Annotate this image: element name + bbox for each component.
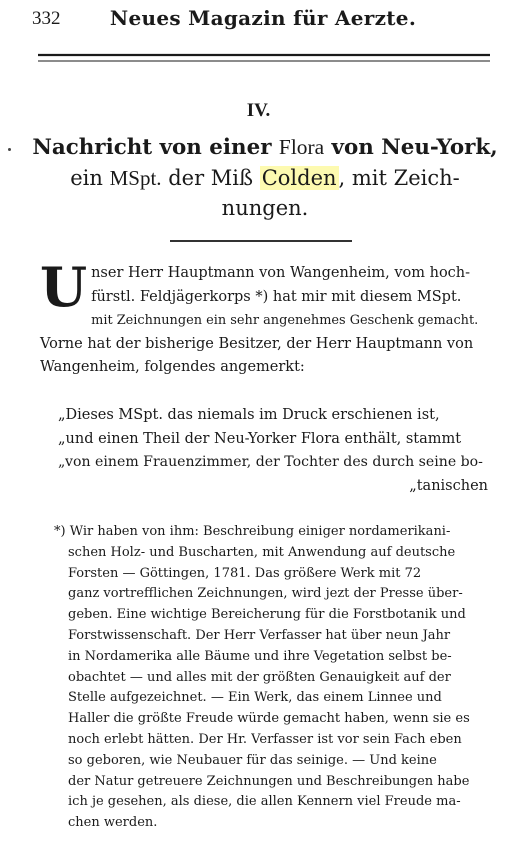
body-line: Vorne hat der bisherige Besitzer, der Herr Hauptmann von bbox=[40, 335, 474, 352]
quote-line: „Dieses MSpt. das niemals im Druck erschienen ist, bbox=[58, 407, 440, 423]
page-header bbox=[28, 4, 498, 34]
footnote-line: noch erlebt hätten. Der Hr. Verfasser ist vor sein Fach eben bbox=[68, 731, 462, 747]
title-text: von Neu-York, bbox=[324, 135, 498, 160]
title-text: , mit Zeich- bbox=[338, 166, 460, 190]
body-line: mit Zeichnungen ein sehr angenehmes Geschenk gemacht. bbox=[91, 313, 479, 328]
footnote bbox=[54, 522, 488, 834]
highlighted-word[interactable]: Colden bbox=[261, 166, 337, 190]
body-line: Wangenheim, folgendes angemerkt: bbox=[40, 359, 305, 375]
footnote-line: Forstwissenschaft. Der Herr Verfasser hat über neun Jahr bbox=[68, 627, 451, 643]
title-line-3: nungen. bbox=[221, 196, 309, 220]
footnote-line: der Natur getreuere Zeichnungen und Beschreibungen habe bbox=[68, 773, 470, 789]
title-text: ein bbox=[70, 166, 110, 190]
title-rule bbox=[170, 240, 352, 242]
footnote-line: so geboren, wie Neubauer für das seinige. — Und keine bbox=[68, 752, 437, 768]
quote-line: „von einem Frauenzimmer, der Tochter des durch seine bo- bbox=[58, 454, 483, 470]
body-line: nser Herr Hauptmann von Wangenheim, vom hoch- bbox=[91, 265, 471, 281]
footnote-line: ganz vortrefflichen Zeichnungen, wird jezt der Presse über- bbox=[68, 586, 463, 602]
section-number: IV. bbox=[246, 100, 271, 121]
margin-speck bbox=[8, 148, 11, 151]
footnote-line: schen Holz- und Buscharten, mit Anwendung auf deutsche bbox=[68, 544, 456, 560]
footnote-line: Stelle aufgezeichnet. — Ein Werk, das einem Linnee und bbox=[68, 690, 442, 706]
drop-cap: U bbox=[40, 255, 88, 319]
quoted-note bbox=[40, 404, 488, 498]
title-text: der Miß bbox=[161, 166, 260, 190]
footnote-line: ich je gesehen, als diese, die allen Kennern viel Freude ma- bbox=[68, 794, 461, 810]
article-title bbox=[30, 132, 500, 223]
footnote-line: Forsten — Göttingen, 1781. Das größere Werk mit 72 bbox=[68, 565, 422, 581]
body-paragraph bbox=[40, 255, 488, 380]
quote-line: „und einen Theil der Neu-Yorker Flora enthält, stammt bbox=[58, 430, 462, 447]
title-latin-word: Flora bbox=[278, 135, 325, 159]
footnote-line: *) Wir haben von ihm: Beschreibung einiger nordamerikani- bbox=[54, 524, 451, 539]
title-line-1 bbox=[30, 132, 500, 163]
title-latin-word: MSpt. bbox=[109, 166, 162, 190]
footnote-line: geben. Eine wichtige Bereicherung für die Forstbotanik und bbox=[68, 607, 466, 623]
running-head: Neues Magazin für Aerzte. bbox=[109, 6, 417, 30]
footnote-line: in Nordamerika alle Bäume und ihre Vegetation selbst be- bbox=[68, 648, 452, 664]
page-number: 332 bbox=[32, 8, 61, 29]
body-line: fürstl. Feldjägerkorps *) hat mir mit diesem MSpt. bbox=[91, 288, 462, 305]
footnote-line: chen werden. bbox=[68, 815, 158, 831]
title-text: Nachricht von einer bbox=[32, 135, 279, 160]
catchword: „tanischen bbox=[409, 477, 488, 494]
title-line-2 bbox=[30, 163, 500, 193]
footnote-line: Haller die größte Freude würde gemacht haben, wenn sie es bbox=[68, 711, 470, 727]
header-double-rule bbox=[38, 52, 490, 64]
footnote-line: obachtet — und alles mit der größten Genauigkeit auf der bbox=[68, 669, 451, 685]
